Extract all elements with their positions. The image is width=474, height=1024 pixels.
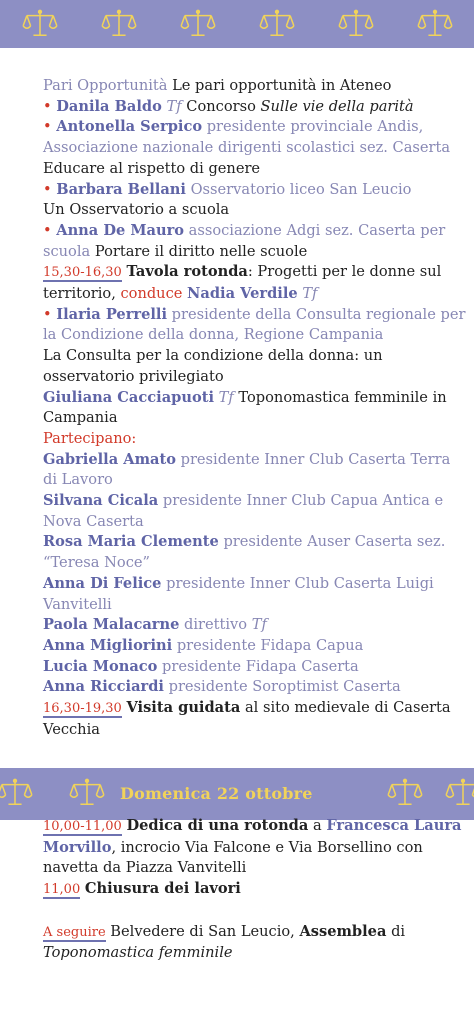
scales-of-justice-icon: [386, 778, 424, 808]
program-line: [43, 346, 468, 387]
text-run: : Progetti per le donne sul territorio,: [43, 263, 442, 303]
saturday-program: [43, 76, 468, 741]
program-line: [43, 305, 468, 346]
text-run: Giuliana Cacciapuoti: [43, 388, 214, 406]
program-line: [43, 262, 468, 304]
text-run: •: [43, 221, 57, 239]
text-run: presidente Soroptimist Caserta: [163, 678, 401, 696]
text-run: Tf: [166, 97, 182, 115]
text-run: presidente Auser Caserta sez. “Teresa Noce”: [43, 533, 446, 572]
text-run: Danila Baldo: [56, 97, 162, 115]
text-run: direttivo: [179, 616, 252, 634]
text-run: Lucia Monaco: [43, 657, 158, 675]
text-run: presidente Inner Club Caserta Terra di Lavoro: [43, 450, 451, 489]
scales-of-justice-icon: [258, 9, 296, 39]
text-run: presidente della Consulta regionale per la Condizione della donna, Regione Campania: [43, 305, 466, 344]
scales-of-justice-icon: [21, 9, 59, 39]
text-run: associazione Adgi sez. Caserta per scuola: [43, 221, 446, 260]
text-run: Belvedere di San Leucio,: [105, 922, 300, 940]
text-run: Pari Opportunità: [43, 77, 168, 94]
text-run: Anna Di Felice: [43, 574, 162, 592]
program-line: [43, 574, 468, 615]
program-line: [43, 388, 468, 429]
program-line: [43, 816, 468, 879]
program-line: [43, 491, 468, 532]
text-run: Un Osservatorio a scuola: [43, 201, 230, 219]
text-run: Silvana Cicala: [43, 492, 159, 510]
text-run: al sito medievale di Caserta Vecchia: [43, 699, 451, 738]
text-run: Educare al rispetto di genere: [43, 159, 261, 177]
scales-of-justice-icon: [0, 778, 34, 808]
text-run: Assemblea: [299, 922, 387, 940]
program-line: [43, 901, 468, 922]
scales-of-justice-icon: [68, 778, 106, 808]
text-run: Anna De Mauro: [56, 221, 184, 239]
text-run: Partecipano:: [43, 429, 137, 447]
text-run: presidente Fidapa Capua: [172, 636, 364, 654]
text-run: 10,00-11,00: [43, 819, 122, 834]
text-run: •: [43, 180, 57, 198]
text-run: •: [43, 305, 57, 323]
text-run: Visita guidata: [126, 699, 241, 717]
scales-of-justice-icon: [100, 9, 138, 39]
text-run: Tf: [251, 616, 267, 634]
program-line: [43, 922, 468, 964]
text-run: 15,30-16,30: [43, 265, 122, 281]
text-run: A seguire: [43, 924, 106, 940]
program-line: [43, 180, 468, 201]
text-run: Anna Ricciardi: [43, 678, 164, 696]
text-run: , incrocio Via Falcone e Via Borsellino con navetta da Piazza Vanvitelli: [43, 838, 423, 877]
text-run: presidente provinciale Andis, Associazione nazionale dirigenti scolastici sez. Caserta: [43, 118, 451, 157]
program-line: [43, 636, 468, 657]
text-run: Concorso: [181, 97, 261, 115]
program-line: [43, 657, 468, 678]
text-run: Sulle vie della parità: [260, 97, 414, 115]
text-run: La Consulta per la condizione della donna: un osservatorio privilegiato: [43, 347, 383, 385]
text-run: presidente Inner Club Caserta Luigi Vanvitelli: [43, 574, 434, 613]
program-line: [43, 677, 468, 698]
text-run: Barbara Bellani: [56, 180, 186, 198]
text-run: presidente Inner Club Capua Antica e Nova Caserta: [43, 492, 444, 530]
text-run: Toponomastica femminile in Campania: [43, 388, 447, 427]
text-run: Tf: [218, 388, 234, 406]
text-run: Osservatorio liceo San Leucio: [185, 180, 412, 198]
program-line: [43, 615, 468, 636]
scales-of-justice-icon: [179, 9, 217, 39]
text-run: presidente Fidapa Caserta: [157, 657, 359, 675]
text-run: •: [43, 97, 57, 115]
program-line: [43, 450, 468, 491]
sunday-header-band: [0, 768, 474, 820]
text-run: Paola Malacarne: [43, 616, 180, 634]
text-run: Gabriella Amato: [43, 450, 176, 468]
text-run: Ilaria Perrelli: [56, 305, 168, 323]
text-run: 11,00: [43, 882, 81, 898]
text-run: Rosa Maria Clemente: [43, 533, 219, 551]
text-run: Anna Migliorini: [43, 636, 173, 654]
text-run: Le pari opportunità in Ateneo: [167, 77, 392, 94]
scales-of-justice-icon: [337, 9, 375, 39]
text-run: Dedica di una rotonda: [126, 817, 309, 834]
top-decorative-band: [0, 0, 474, 48]
program-line: [43, 221, 468, 262]
sunday-program: [43, 816, 468, 964]
sunday-title: Domenica 22 ottobre: [120, 784, 313, 803]
text-run: Tavola rotonda: [126, 263, 248, 281]
program-line: [43, 532, 468, 573]
text-run: Toponomastica femminile: [43, 944, 233, 962]
program-line: [43, 879, 468, 901]
text-run: Nadia Verdile: [187, 285, 298, 303]
text-run: Portare il diritto nelle scuole: [90, 242, 308, 260]
text-run: di: [386, 922, 406, 940]
text-run: •: [43, 118, 57, 136]
scales-of-justice-icon: [416, 9, 454, 39]
text-run: Antonella Serpico: [56, 118, 203, 136]
program-line: [43, 76, 468, 97]
program-line: [43, 117, 468, 158]
text-run: Francesca Laura Morvillo: [43, 817, 462, 856]
program-line: [43, 97, 468, 118]
program-line: [43, 200, 468, 221]
text-run: a: [308, 817, 327, 834]
scales-of-justice-icon: [444, 778, 474, 808]
text-run: Tf: [302, 285, 318, 303]
program-line: [43, 159, 468, 180]
program-line: [43, 429, 468, 450]
text-run: 16,30-19,30: [43, 701, 122, 717]
text-run: conduce: [120, 285, 188, 303]
text-run: Chiusura dei lavori: [84, 880, 241, 898]
program-line: [43, 698, 468, 740]
